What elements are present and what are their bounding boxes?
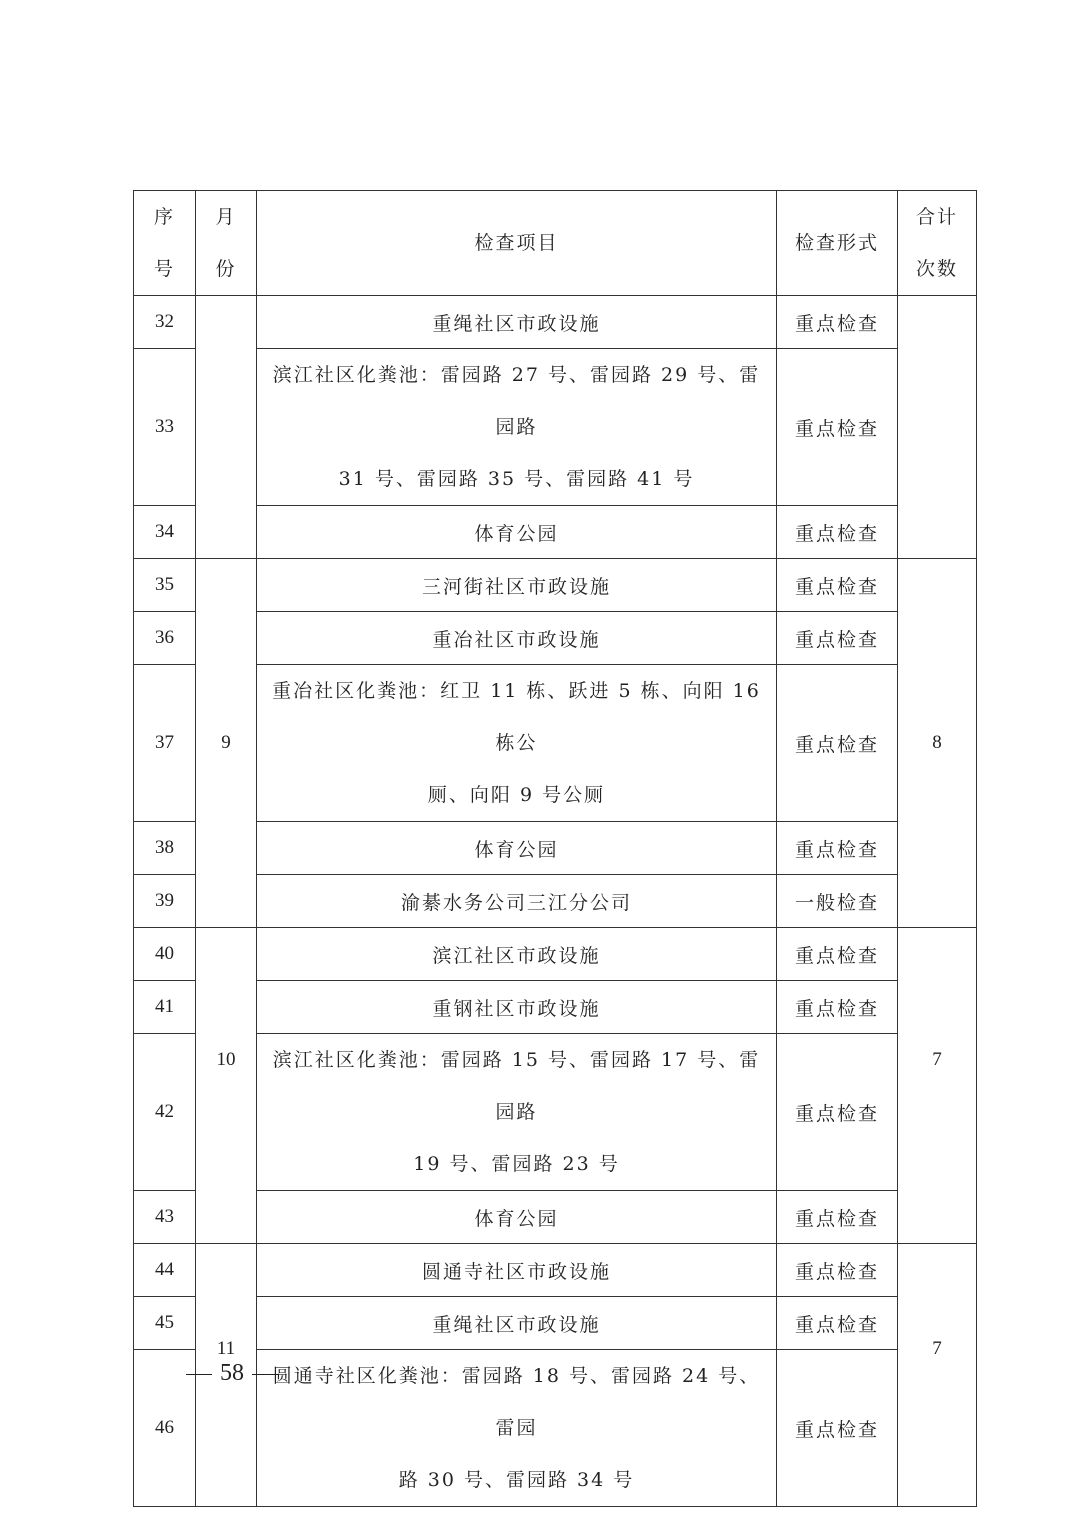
item-cell: 体育公园 bbox=[257, 506, 777, 559]
table-row bbox=[134, 349, 977, 506]
table-row bbox=[134, 1034, 977, 1191]
seq-cell: 40 bbox=[134, 928, 196, 981]
table-row bbox=[134, 981, 977, 1034]
form-cell: 重点检查 bbox=[777, 559, 898, 612]
seq-cell: 32 bbox=[134, 296, 196, 349]
form-cell: 重点检查 bbox=[777, 506, 898, 559]
item-cell: 滨江社区化粪池：雷园路 27 号、雷园路 29 号、雷园路 31 号、雷园路 35 号、雷园路 41 号 bbox=[257, 349, 777, 506]
month-cell: 11 bbox=[196, 1244, 257, 1507]
page-number: 58 bbox=[220, 1360, 244, 1386]
seq-cell: 33 bbox=[134, 349, 196, 506]
form-cell: 重点检查 bbox=[777, 349, 898, 506]
form-cell: 重点检查 bbox=[777, 1191, 898, 1244]
header-seq: 序 号 bbox=[134, 191, 196, 296]
item-cell: 重绳社区市政设施 bbox=[257, 1297, 777, 1350]
total-cell: 7 bbox=[898, 928, 977, 1244]
month-cell bbox=[196, 296, 257, 559]
item-cell: 圆通寺社区化粪池：雷园路 18 号、雷园路 24 号、雷园 路 30 号、雷园路 34 号 bbox=[257, 1350, 777, 1507]
seq-cell: 44 bbox=[134, 1244, 196, 1297]
header-item: 检查项目 bbox=[257, 191, 777, 296]
seq-cell: 46 bbox=[134, 1350, 196, 1507]
table-row bbox=[134, 875, 977, 928]
item-cell: 三河街社区市政设施 bbox=[257, 559, 777, 612]
seq-cell: 36 bbox=[134, 612, 196, 665]
seq-cell: 34 bbox=[134, 506, 196, 559]
item-cell: 重冶社区市政设施 bbox=[257, 612, 777, 665]
header-total: 合计 次数 bbox=[898, 191, 977, 296]
seq-cell: 39 bbox=[134, 875, 196, 928]
table-row bbox=[134, 612, 977, 665]
inspection-table bbox=[133, 190, 977, 1507]
form-cell: 重点检查 bbox=[777, 1034, 898, 1191]
form-cell: 重点检查 bbox=[777, 1350, 898, 1507]
item-cell: 体育公园 bbox=[257, 1191, 777, 1244]
page-number-footer bbox=[178, 1360, 286, 1387]
form-cell: 重点检查 bbox=[777, 1297, 898, 1350]
left-dash bbox=[186, 1374, 212, 1375]
seq-cell: 38 bbox=[134, 822, 196, 875]
right-dash bbox=[252, 1374, 278, 1375]
month-cell: 10 bbox=[196, 928, 257, 1244]
form-cell: 一般检查 bbox=[777, 875, 898, 928]
table-row bbox=[134, 296, 977, 349]
total-cell bbox=[898, 296, 977, 559]
item-cell: 圆通寺社区市政设施 bbox=[257, 1244, 777, 1297]
table-header-row bbox=[134, 191, 977, 296]
total-cell: 8 bbox=[898, 559, 977, 928]
item-cell: 滨江社区化粪池：雷园路 15 号、雷园路 17 号、雷园路 19 号、雷园路 23 号 bbox=[257, 1034, 777, 1191]
item-cell: 滨江社区市政设施 bbox=[257, 928, 777, 981]
seq-cell: 45 bbox=[134, 1297, 196, 1350]
table-row bbox=[134, 665, 977, 822]
table-row bbox=[134, 1244, 977, 1297]
item-cell: 重钢社区市政设施 bbox=[257, 981, 777, 1034]
seq-cell: 41 bbox=[134, 981, 196, 1034]
table-row bbox=[134, 928, 977, 981]
table-row bbox=[134, 506, 977, 559]
total-cell: 7 bbox=[898, 1244, 977, 1507]
form-cell: 重点检查 bbox=[777, 928, 898, 981]
form-cell: 重点检查 bbox=[777, 822, 898, 875]
form-cell: 重点检查 bbox=[777, 612, 898, 665]
seq-cell: 43 bbox=[134, 1191, 196, 1244]
header-month: 月 份 bbox=[196, 191, 257, 296]
form-cell: 重点检查 bbox=[777, 665, 898, 822]
item-cell: 重冶社区化粪池：红卫 11 栋、跃进 5 栋、向阳 16 栋公 厕、向阳 9 号公厕 bbox=[257, 665, 777, 822]
table-row bbox=[134, 1297, 977, 1350]
table-row bbox=[134, 822, 977, 875]
form-cell: 重点检查 bbox=[777, 1244, 898, 1297]
header-form: 检查形式 bbox=[777, 191, 898, 296]
item-cell: 体育公园 bbox=[257, 822, 777, 875]
seq-cell: 37 bbox=[134, 665, 196, 822]
table-row bbox=[134, 559, 977, 612]
month-cell: 9 bbox=[196, 559, 257, 928]
seq-cell: 35 bbox=[134, 559, 196, 612]
item-cell: 渝綦水务公司三江分公司 bbox=[257, 875, 777, 928]
form-cell: 重点检查 bbox=[777, 296, 898, 349]
seq-cell: 42 bbox=[134, 1034, 196, 1191]
item-cell: 重绳社区市政设施 bbox=[257, 296, 777, 349]
form-cell: 重点检查 bbox=[777, 981, 898, 1034]
table-row bbox=[134, 1191, 977, 1244]
